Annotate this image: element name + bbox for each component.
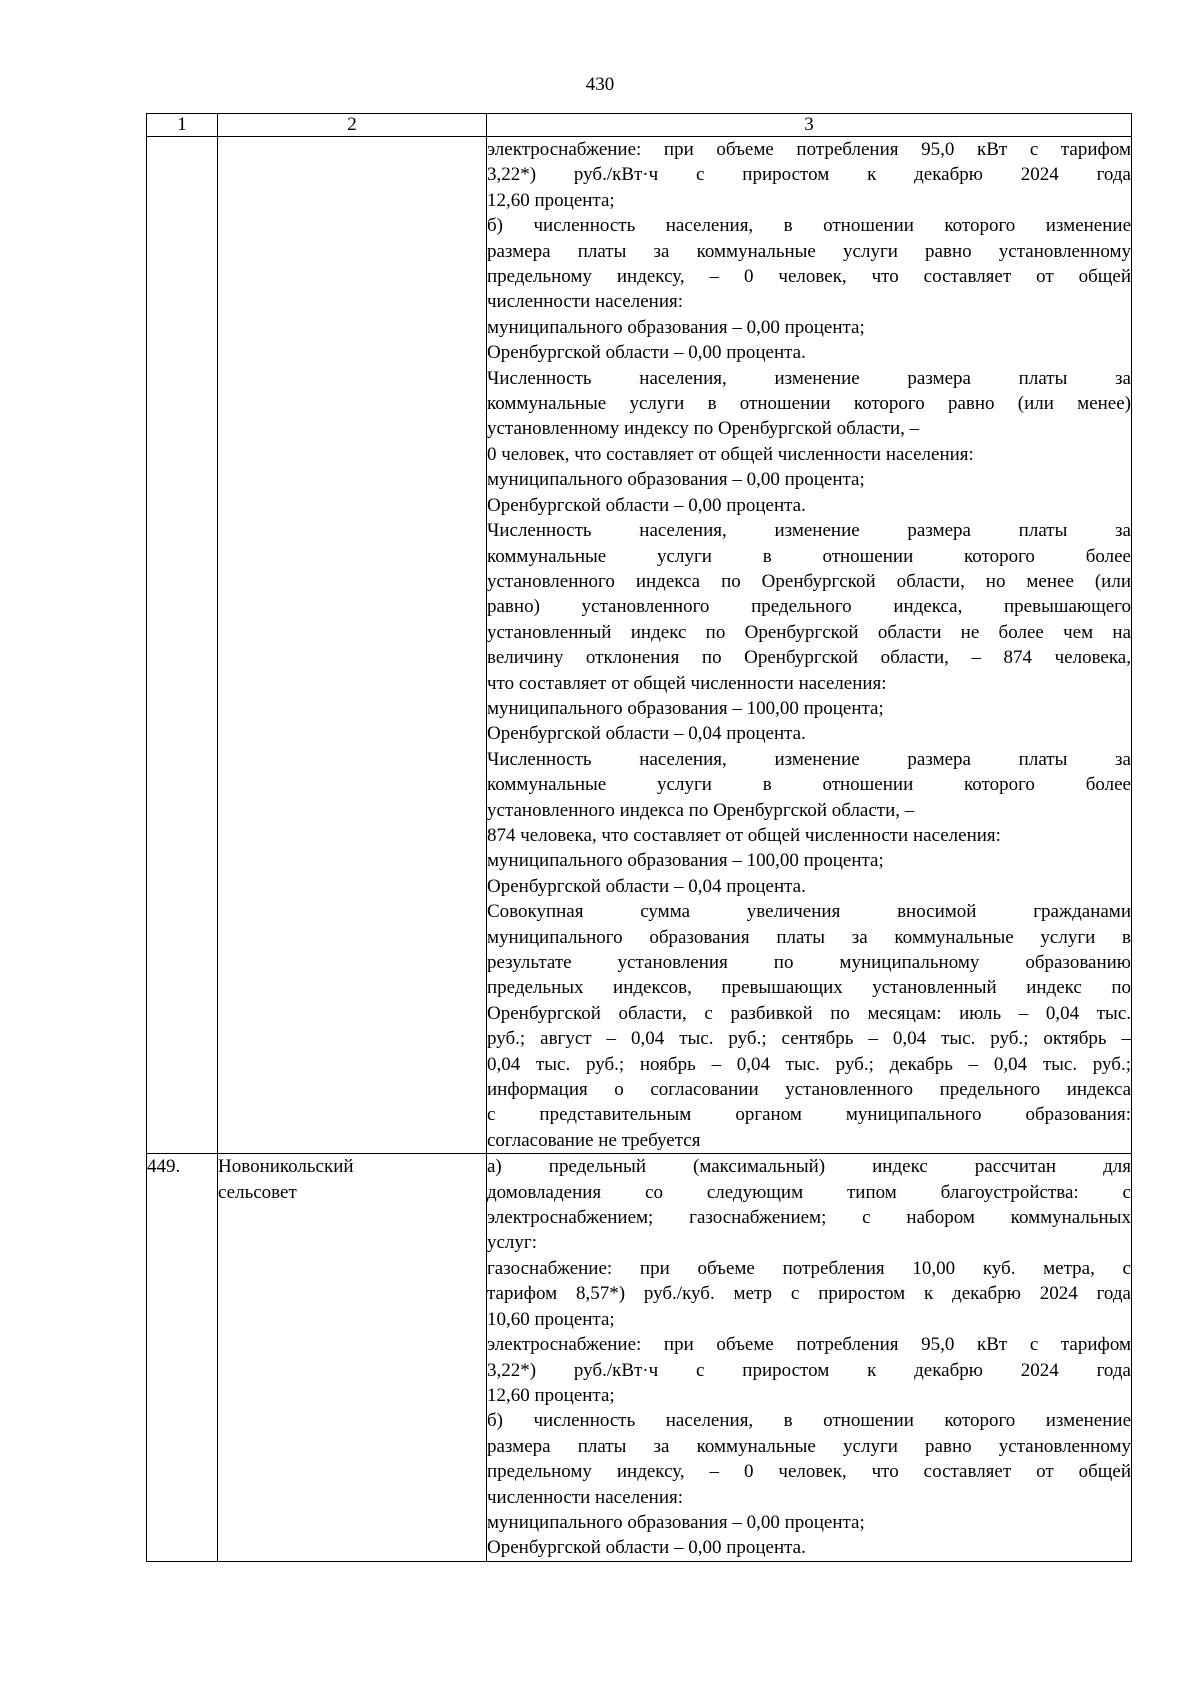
text-line: установленный индекс по Оренбургской области не более чем на: [487, 621, 1131, 643]
text-line: б) численность населения, в отношении которого изменение: [487, 1410, 1131, 1432]
text-line: предельных индексов, превышающих установленный индекс по: [487, 977, 1131, 999]
text-line: 12,60 процента;: [487, 189, 615, 211]
text-line: 0,04 тыс. руб.; ноябрь – 0,04 тыс. руб.; декабрь – 0,04 тыс. руб.;: [487, 1053, 1131, 1075]
text-line: а) предельный (максимальный) индекс рассчитан для: [487, 1156, 1131, 1178]
municipality-name-line: сельсовет: [218, 1181, 297, 1203]
text-line: предельному индексу, – 0 человек, что составляет от общей: [487, 266, 1131, 288]
text-line: 10,60 процента;: [487, 1308, 615, 1330]
text-line: электроснабжение: при объеме потребления 95,0 кВт с тарифом: [487, 139, 1131, 160]
text-line: Оренбургской области – 0,04 процента.: [487, 723, 806, 745]
text-line: 3,22*) руб./кВт·ч с приростом к декабрю 2024 года: [487, 164, 1131, 186]
page-number: 430: [585, 74, 615, 95]
text-line: размера платы за коммунальные услуги равно установленному: [487, 240, 1131, 262]
column-header-2: 2: [218, 114, 487, 137]
text-line: б) численность населения, в отношении которого изменение: [487, 215, 1131, 237]
text-line: 3,22*) руб./кВт·ч с приростом к декабрю 2024 года: [487, 1359, 1131, 1381]
text-line: газоснабжение: при объеме потребления 10,00 куб. метра, с: [487, 1257, 1131, 1279]
municipality-name-cell: [218, 137, 487, 1154]
text-line: 874 человека, что составляет от общей численности населения:: [487, 824, 1001, 846]
text-line: Численность населения, изменение размера платы за: [487, 520, 1131, 542]
table-row-449: [147, 1154, 1132, 1562]
text-line: домовладения со следующим типом благоустройства: с: [487, 1181, 1131, 1203]
text-line: установленного индекса по Оренбургской области, –: [487, 799, 915, 821]
text-line: муниципального образования – 100,00 процента;: [487, 850, 884, 872]
text-line: Оренбургской области – 0,04 процента.: [487, 875, 806, 897]
text-line: предельному индексу, – 0 человек, что составляет от общей: [487, 1461, 1131, 1483]
text-line: коммунальные услуги в отношении которого равно (или менее): [487, 393, 1131, 415]
municipality-name-cell: [218, 1154, 487, 1562]
text-line: с представительным органом муниципального образования:: [487, 1104, 1131, 1126]
text-line: муниципального образования платы за коммунальные услуги в: [487, 926, 1131, 948]
text-line: результате установления по муниципальному образованию: [487, 952, 1131, 973]
column-header-1: 1: [147, 114, 218, 137]
text-line: коммунальные услуги в отношении которого более: [487, 774, 1131, 796]
text-line: муниципального образования – 0,00 процента;: [487, 1511, 865, 1533]
text-line: Совокупная сумма увеличения вносимой гражданами: [487, 901, 1131, 923]
data-table: [146, 113, 1132, 1562]
text-line: услуг:: [487, 1232, 537, 1254]
description-cell: [487, 137, 1132, 1154]
text-line: равно) установленного предельного индекса, превышающего: [487, 596, 1131, 618]
text-line: численности населения:: [487, 291, 684, 313]
text-line: руб.; август – 0,04 тыс. руб.; сентябрь – 0,04 тыс. руб.; октябрь –: [487, 1028, 1131, 1050]
text-line: Численность населения, изменение размера платы за: [487, 367, 1131, 389]
text-line: что составляет от общей численности населения:: [487, 672, 887, 694]
description-cell: [487, 1154, 1132, 1562]
municipality-name-line: Новоникольский: [218, 1156, 354, 1178]
text-line: установленного индекса по Оренбургской области, но менее (или: [487, 570, 1131, 592]
text-line: электроснабжение: при объеме потребления 95,0 кВт с тарифом: [487, 1334, 1131, 1356]
text-line: 12,60 процента;: [487, 1384, 615, 1406]
text-line: электроснабжением; газоснабжением; с набором коммунальных: [487, 1207, 1131, 1229]
text-line: тарифом 8,57*) руб./куб. метр с приростом к декабрю 2024 года: [487, 1283, 1131, 1305]
text-line: размера платы за коммунальные услуги равно установленному: [487, 1435, 1131, 1457]
text-line: Оренбургской области – 0,00 процента.: [487, 342, 806, 364]
text-line: 0 человек, что составляет от общей численности населения:: [487, 443, 974, 465]
text-line: величину отклонения по Оренбургской области, – 874 человека,: [487, 647, 1131, 669]
table-row-continued: [147, 137, 1132, 1154]
row-number-cell: 449.: [147, 1154, 218, 1562]
column-header-3: 3: [487, 114, 1132, 137]
text-line: информация о согласовании установленного предельного индекса: [487, 1079, 1131, 1101]
text-line: Оренбургской области – 0,00 процента.: [487, 494, 806, 516]
text-line: численности населения:: [487, 1486, 684, 1508]
text-line: Численность населения, изменение размера платы за: [487, 748, 1131, 770]
text-line: установленному индексу по Оренбургской области, –: [487, 418, 920, 440]
table-header-row: [147, 114, 1132, 137]
text-line: муниципального образования – 0,00 процента;: [487, 316, 865, 338]
text-line: коммунальные услуги в отношении которого более: [487, 545, 1131, 567]
text-line: Оренбургской области, с разбивкой по месяцам: июль – 0,04 тыс.: [487, 1002, 1131, 1024]
row-number-cell: [147, 137, 218, 1154]
text-line: Оренбургской области – 0,00 процента.: [487, 1537, 806, 1559]
text-line: муниципального образования – 100,00 процента;: [487, 697, 884, 719]
text-line: согласование не требуется: [487, 1129, 701, 1151]
text-line: муниципального образования – 0,00 процента;: [487, 469, 865, 491]
